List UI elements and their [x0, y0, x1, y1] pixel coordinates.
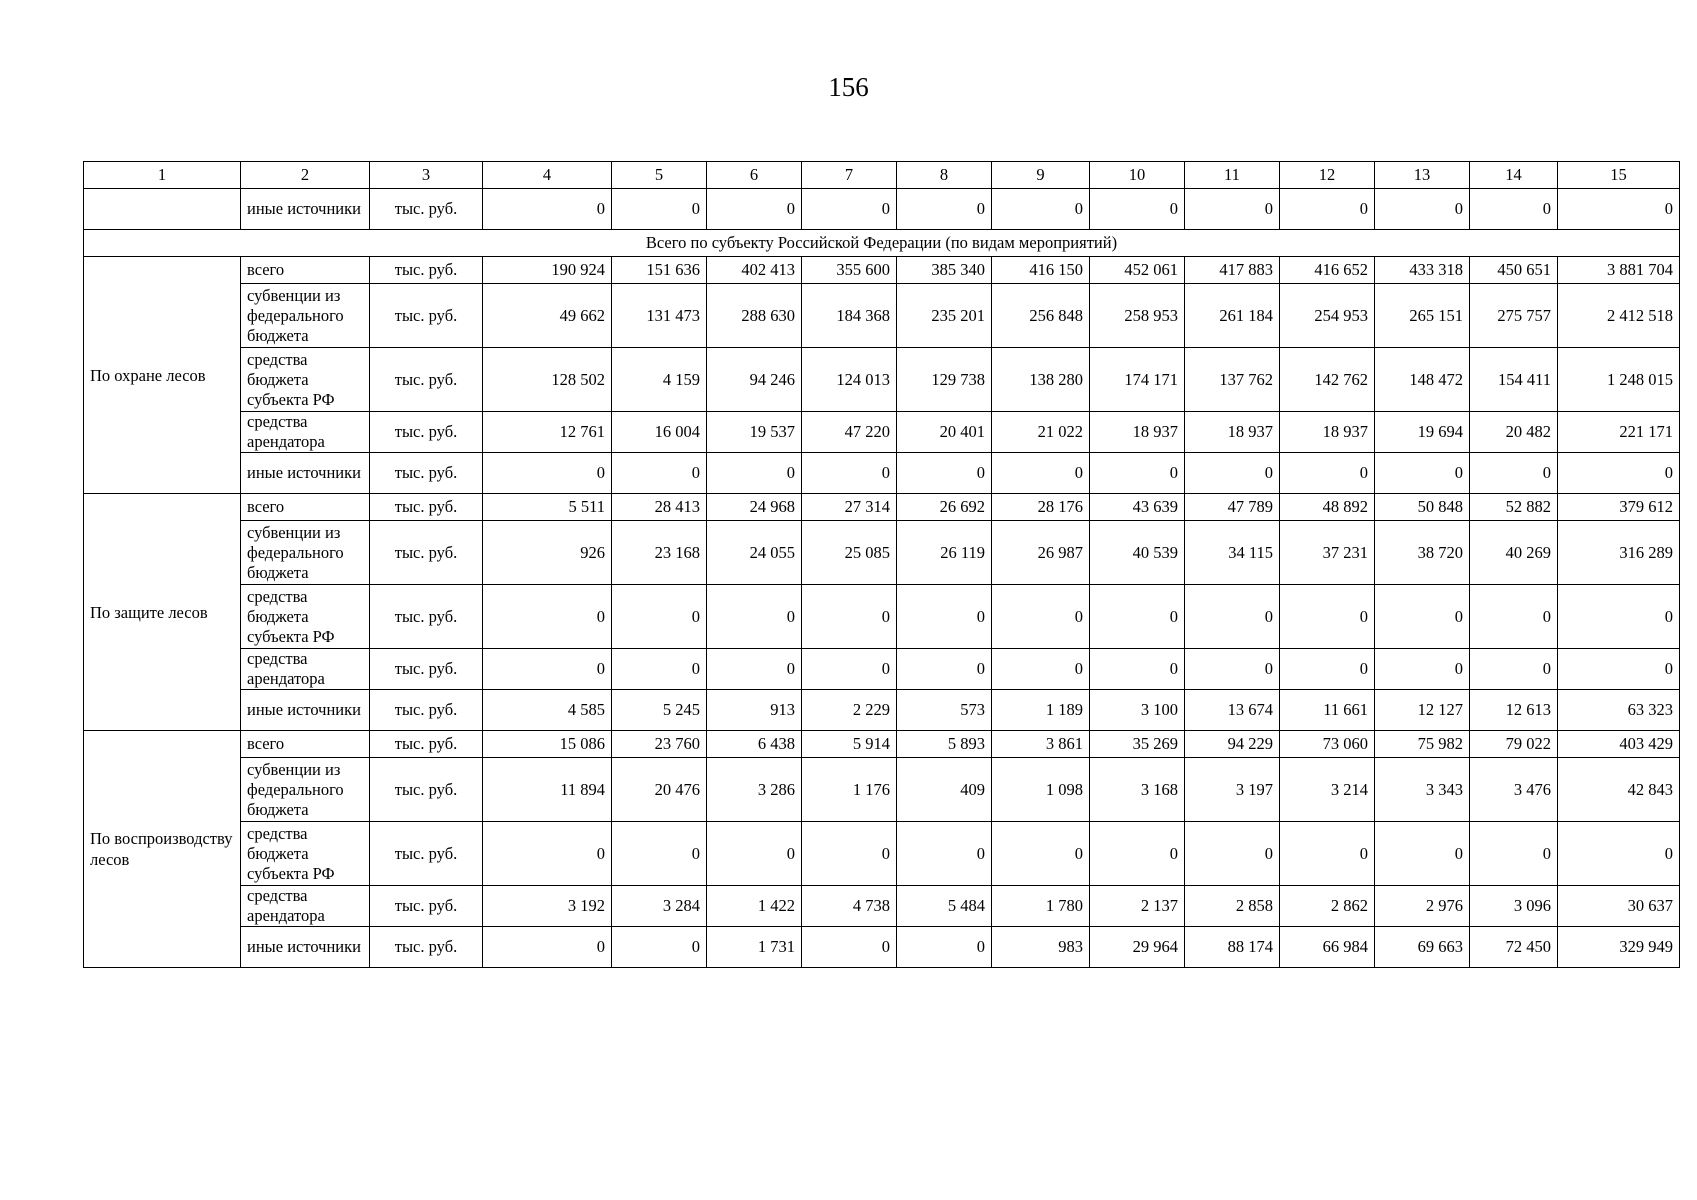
value-cell: 0: [992, 189, 1090, 230]
value-cell: 2 862: [1280, 886, 1375, 927]
value-cell: 190 924: [483, 257, 612, 284]
table-row: [84, 412, 1680, 453]
value-cell: 184 368: [802, 284, 897, 348]
value-cell: 20 476: [612, 758, 707, 822]
value-cell: 26 692: [897, 494, 992, 521]
value-cell: 2 976: [1375, 886, 1470, 927]
value-cell: 37 231: [1280, 521, 1375, 585]
value-cell: 288 630: [707, 284, 802, 348]
value-cell: 24 055: [707, 521, 802, 585]
value-cell: 3 197: [1185, 758, 1280, 822]
value-cell: 0: [707, 585, 802, 649]
value-cell: 450 651: [1470, 257, 1558, 284]
column-number-cell: 14: [1470, 162, 1558, 189]
value-cell: 0: [1470, 189, 1558, 230]
value-cell: 0: [897, 189, 992, 230]
value-cell: 18 937: [1185, 412, 1280, 453]
unit-cell: тыс. руб.: [370, 927, 483, 968]
value-cell: 0: [1090, 189, 1185, 230]
value-cell: 75 982: [1375, 731, 1470, 758]
value-cell: 0: [1280, 453, 1375, 494]
value-cell: 5 893: [897, 731, 992, 758]
value-cell: 416 652: [1280, 257, 1375, 284]
value-cell: 66 984: [1280, 927, 1375, 968]
unit-cell: тыс. руб.: [370, 585, 483, 649]
value-cell: 403 429: [1558, 731, 1680, 758]
source-cell: иные источники: [241, 690, 370, 731]
value-cell: 19 694: [1375, 412, 1470, 453]
section-title: Всего по субъекту Российской Федерации (по видам мероприятий): [84, 230, 1680, 257]
value-cell: 416 150: [992, 257, 1090, 284]
value-cell: 4 159: [612, 348, 707, 412]
column-number-cell: 3: [370, 162, 483, 189]
value-cell: 26 987: [992, 521, 1090, 585]
value-cell: 137 762: [1185, 348, 1280, 412]
value-cell: 0: [1090, 649, 1185, 690]
value-cell: 5 484: [897, 886, 992, 927]
page-number: 156: [828, 72, 869, 102]
value-cell: 174 171: [1090, 348, 1185, 412]
value-cell: 49 662: [483, 284, 612, 348]
value-cell: 0: [802, 189, 897, 230]
value-cell: 12 761: [483, 412, 612, 453]
value-cell: 402 413: [707, 257, 802, 284]
value-cell: 0: [483, 453, 612, 494]
value-cell: 256 848: [992, 284, 1090, 348]
source-cell: средства бюджета субъекта РФ: [241, 585, 370, 649]
value-cell: 3 881 704: [1558, 257, 1680, 284]
value-cell: 0: [707, 822, 802, 886]
value-cell: 124 013: [802, 348, 897, 412]
value-cell: 18 937: [1090, 412, 1185, 453]
group-title: По воспроизводству лесов: [84, 731, 241, 968]
value-cell: 0: [992, 822, 1090, 886]
unit-cell: тыс. руб.: [370, 257, 483, 284]
value-cell: 0: [1185, 453, 1280, 494]
value-cell: 21 022: [992, 412, 1090, 453]
value-cell: 19 537: [707, 412, 802, 453]
group-cell: [84, 189, 241, 230]
value-cell: 0: [1558, 453, 1680, 494]
value-cell: 3 284: [612, 886, 707, 927]
unit-cell: тыс. руб.: [370, 412, 483, 453]
value-cell: 0: [1090, 585, 1185, 649]
value-cell: 30 637: [1558, 886, 1680, 927]
value-cell: 2 137: [1090, 886, 1185, 927]
value-cell: 142 762: [1280, 348, 1375, 412]
group-title: По охране лесов: [84, 257, 241, 494]
value-cell: 1 422: [707, 886, 802, 927]
column-number-cell: 4: [483, 162, 612, 189]
unit-cell: тыс. руб.: [370, 731, 483, 758]
value-cell: 3 192: [483, 886, 612, 927]
value-cell: 3 214: [1280, 758, 1375, 822]
value-cell: 129 738: [897, 348, 992, 412]
value-cell: 0: [612, 585, 707, 649]
value-cell: 417 883: [1185, 257, 1280, 284]
value-cell: 0: [612, 189, 707, 230]
value-cell: 355 600: [802, 257, 897, 284]
table-row: [84, 284, 1680, 348]
value-cell: 0: [1375, 822, 1470, 886]
value-cell: 16 004: [612, 412, 707, 453]
value-cell: 42 843: [1558, 758, 1680, 822]
source-cell: средства бюджета субъекта РФ: [241, 348, 370, 412]
table-row: [84, 649, 1680, 690]
value-cell: 12 127: [1375, 690, 1470, 731]
value-cell: 0: [897, 927, 992, 968]
column-number-cell: 1: [84, 162, 241, 189]
value-cell: 0: [707, 649, 802, 690]
table-row: [84, 453, 1680, 494]
value-cell: 38 720: [1375, 521, 1470, 585]
value-cell: 235 201: [897, 284, 992, 348]
table-row: [84, 348, 1680, 412]
column-number-cell: 10: [1090, 162, 1185, 189]
value-cell: 221 171: [1558, 412, 1680, 453]
value-cell: 47 789: [1185, 494, 1280, 521]
value-cell: 265 151: [1375, 284, 1470, 348]
value-cell: 5 511: [483, 494, 612, 521]
table-row: [84, 927, 1680, 968]
value-cell: 0: [707, 189, 802, 230]
unit-cell: тыс. руб.: [370, 284, 483, 348]
table-row: [84, 257, 1680, 284]
value-cell: 433 318: [1375, 257, 1470, 284]
value-cell: 20 401: [897, 412, 992, 453]
value-cell: 151 636: [612, 257, 707, 284]
value-cell: 0: [483, 822, 612, 886]
value-cell: 23 760: [612, 731, 707, 758]
value-cell: 0: [992, 649, 1090, 690]
value-cell: 0: [897, 822, 992, 886]
table-row: [84, 758, 1680, 822]
unit-cell: тыс. руб.: [370, 690, 483, 731]
value-cell: 0: [802, 453, 897, 494]
value-cell: 69 663: [1375, 927, 1470, 968]
value-cell: 0: [483, 927, 612, 968]
value-cell: 1 189: [992, 690, 1090, 731]
value-cell: 0: [802, 822, 897, 886]
value-cell: 11 894: [483, 758, 612, 822]
value-cell: 28 176: [992, 494, 1090, 521]
value-cell: 2 412 518: [1558, 284, 1680, 348]
value-cell: 1 248 015: [1558, 348, 1680, 412]
value-cell: 128 502: [483, 348, 612, 412]
value-cell: 926: [483, 521, 612, 585]
value-cell: 0: [612, 927, 707, 968]
section-title-row: [84, 230, 1680, 257]
value-cell: 6 438: [707, 731, 802, 758]
value-cell: 258 953: [1090, 284, 1185, 348]
value-cell: 131 473: [612, 284, 707, 348]
value-cell: 20 482: [1470, 412, 1558, 453]
value-cell: 1 780: [992, 886, 1090, 927]
value-cell: 4 738: [802, 886, 897, 927]
value-cell: 52 882: [1470, 494, 1558, 521]
value-cell: 34 115: [1185, 521, 1280, 585]
column-number-cell: 7: [802, 162, 897, 189]
value-cell: 72 450: [1470, 927, 1558, 968]
value-cell: 261 184: [1185, 284, 1280, 348]
source-cell: средства арендатора: [241, 886, 370, 927]
source-cell: иные источники: [241, 189, 370, 230]
source-cell: субвенции из федерального бюджета: [241, 758, 370, 822]
value-cell: 48 892: [1280, 494, 1375, 521]
value-cell: 3 343: [1375, 758, 1470, 822]
value-cell: 79 022: [1470, 731, 1558, 758]
value-cell: 0: [1280, 585, 1375, 649]
table-row: [84, 731, 1680, 758]
table-row: [84, 189, 1680, 230]
value-cell: 50 848: [1375, 494, 1470, 521]
column-number-row: [84, 162, 1680, 189]
value-cell: 40 269: [1470, 521, 1558, 585]
value-cell: 73 060: [1280, 731, 1375, 758]
unit-cell: тыс. руб.: [370, 521, 483, 585]
value-cell: 0: [612, 822, 707, 886]
source-cell: субвенции из федерального бюджета: [241, 284, 370, 348]
value-cell: 0: [483, 189, 612, 230]
column-number-cell: 5: [612, 162, 707, 189]
value-cell: 0: [1375, 585, 1470, 649]
value-cell: 5 914: [802, 731, 897, 758]
value-cell: 0: [1558, 822, 1680, 886]
value-cell: 0: [483, 585, 612, 649]
source-cell: всего: [241, 257, 370, 284]
source-cell: средства бюджета субъекта РФ: [241, 822, 370, 886]
value-cell: 329 949: [1558, 927, 1680, 968]
table-row: [84, 822, 1680, 886]
value-cell: 316 289: [1558, 521, 1680, 585]
value-cell: 0: [802, 585, 897, 649]
column-number-cell: 8: [897, 162, 992, 189]
table-row: [84, 494, 1680, 521]
value-cell: 983: [992, 927, 1090, 968]
value-cell: 0: [1470, 822, 1558, 886]
value-cell: 63 323: [1558, 690, 1680, 731]
value-cell: 385 340: [897, 257, 992, 284]
source-cell: всего: [241, 494, 370, 521]
value-cell: 0: [1280, 822, 1375, 886]
value-cell: 379 612: [1558, 494, 1680, 521]
value-cell: 0: [707, 453, 802, 494]
value-cell: 4 585: [483, 690, 612, 731]
value-cell: 0: [1185, 585, 1280, 649]
value-cell: 0: [1375, 649, 1470, 690]
value-cell: 35 269: [1090, 731, 1185, 758]
value-cell: 3 861: [992, 731, 1090, 758]
value-cell: 2 229: [802, 690, 897, 731]
source-cell: субвенции из федерального бюджета: [241, 521, 370, 585]
value-cell: 1 731: [707, 927, 802, 968]
value-cell: 0: [1558, 585, 1680, 649]
unit-cell: тыс. руб.: [370, 822, 483, 886]
value-cell: 3 286: [707, 758, 802, 822]
funding-table: [83, 161, 1680, 968]
unit-cell: тыс. руб.: [370, 189, 483, 230]
value-cell: 3 100: [1090, 690, 1185, 731]
unit-cell: тыс. руб.: [370, 348, 483, 412]
value-cell: 13 674: [1185, 690, 1280, 731]
source-cell: средства арендатора: [241, 649, 370, 690]
column-number-cell: 13: [1375, 162, 1470, 189]
value-cell: 1 176: [802, 758, 897, 822]
value-cell: 0: [1470, 585, 1558, 649]
unit-cell: тыс. руб.: [370, 494, 483, 521]
value-cell: 0: [1090, 822, 1185, 886]
value-cell: 24 968: [707, 494, 802, 521]
value-cell: 27 314: [802, 494, 897, 521]
table-row: [84, 886, 1680, 927]
value-cell: 0: [897, 649, 992, 690]
value-cell: 0: [1185, 822, 1280, 886]
value-cell: 0: [992, 585, 1090, 649]
value-cell: 0: [802, 927, 897, 968]
value-cell: 11 661: [1280, 690, 1375, 731]
value-cell: 0: [897, 453, 992, 494]
value-cell: 40 539: [1090, 521, 1185, 585]
value-cell: 15 086: [483, 731, 612, 758]
value-cell: 5 245: [612, 690, 707, 731]
value-cell: 148 472: [1375, 348, 1470, 412]
value-cell: 254 953: [1280, 284, 1375, 348]
table-row: [84, 521, 1680, 585]
value-cell: 0: [1375, 453, 1470, 494]
value-cell: 0: [1558, 189, 1680, 230]
value-cell: 28 413: [612, 494, 707, 521]
value-cell: 12 613: [1470, 690, 1558, 731]
value-cell: 138 280: [992, 348, 1090, 412]
value-cell: 3 476: [1470, 758, 1558, 822]
unit-cell: тыс. руб.: [370, 649, 483, 690]
table-row: [84, 690, 1680, 731]
value-cell: 0: [992, 453, 1090, 494]
value-cell: 0: [1185, 649, 1280, 690]
value-cell: 0: [1090, 453, 1185, 494]
value-cell: 26 119: [897, 521, 992, 585]
value-cell: 1 098: [992, 758, 1090, 822]
value-cell: 3 168: [1090, 758, 1185, 822]
value-cell: 29 964: [1090, 927, 1185, 968]
value-cell: 2 858: [1185, 886, 1280, 927]
value-cell: 3 096: [1470, 886, 1558, 927]
value-cell: 23 168: [612, 521, 707, 585]
column-number-cell: 9: [992, 162, 1090, 189]
value-cell: 0: [1470, 649, 1558, 690]
unit-cell: тыс. руб.: [370, 886, 483, 927]
value-cell: 25 085: [802, 521, 897, 585]
source-cell: иные источники: [241, 927, 370, 968]
value-cell: 43 639: [1090, 494, 1185, 521]
column-number-cell: 12: [1280, 162, 1375, 189]
value-cell: 275 757: [1470, 284, 1558, 348]
value-cell: 0: [1470, 453, 1558, 494]
unit-cell: тыс. руб.: [370, 758, 483, 822]
source-cell: всего: [241, 731, 370, 758]
group-title: По защите лесов: [84, 494, 241, 731]
value-cell: 0: [1375, 189, 1470, 230]
column-number-cell: 11: [1185, 162, 1280, 189]
value-cell: 0: [1280, 189, 1375, 230]
column-number-cell: 2: [241, 162, 370, 189]
value-cell: 0: [612, 649, 707, 690]
value-cell: 154 411: [1470, 348, 1558, 412]
value-cell: 94 246: [707, 348, 802, 412]
value-cell: 0: [1280, 649, 1375, 690]
column-number-cell: 15: [1558, 162, 1680, 189]
source-cell: иные источники: [241, 453, 370, 494]
value-cell: 0: [897, 585, 992, 649]
value-cell: 0: [802, 649, 897, 690]
value-cell: 94 229: [1185, 731, 1280, 758]
value-cell: 0: [1558, 649, 1680, 690]
value-cell: 47 220: [802, 412, 897, 453]
value-cell: 452 061: [1090, 257, 1185, 284]
source-cell: средства арендатора: [241, 412, 370, 453]
value-cell: 88 174: [1185, 927, 1280, 968]
value-cell: 913: [707, 690, 802, 731]
value-cell: 0: [483, 649, 612, 690]
value-cell: 573: [897, 690, 992, 731]
column-number-cell: 6: [707, 162, 802, 189]
value-cell: 0: [612, 453, 707, 494]
value-cell: 409: [897, 758, 992, 822]
unit-cell: тыс. руб.: [370, 453, 483, 494]
table-row: [84, 585, 1680, 649]
value-cell: 18 937: [1280, 412, 1375, 453]
value-cell: 0: [1185, 189, 1280, 230]
